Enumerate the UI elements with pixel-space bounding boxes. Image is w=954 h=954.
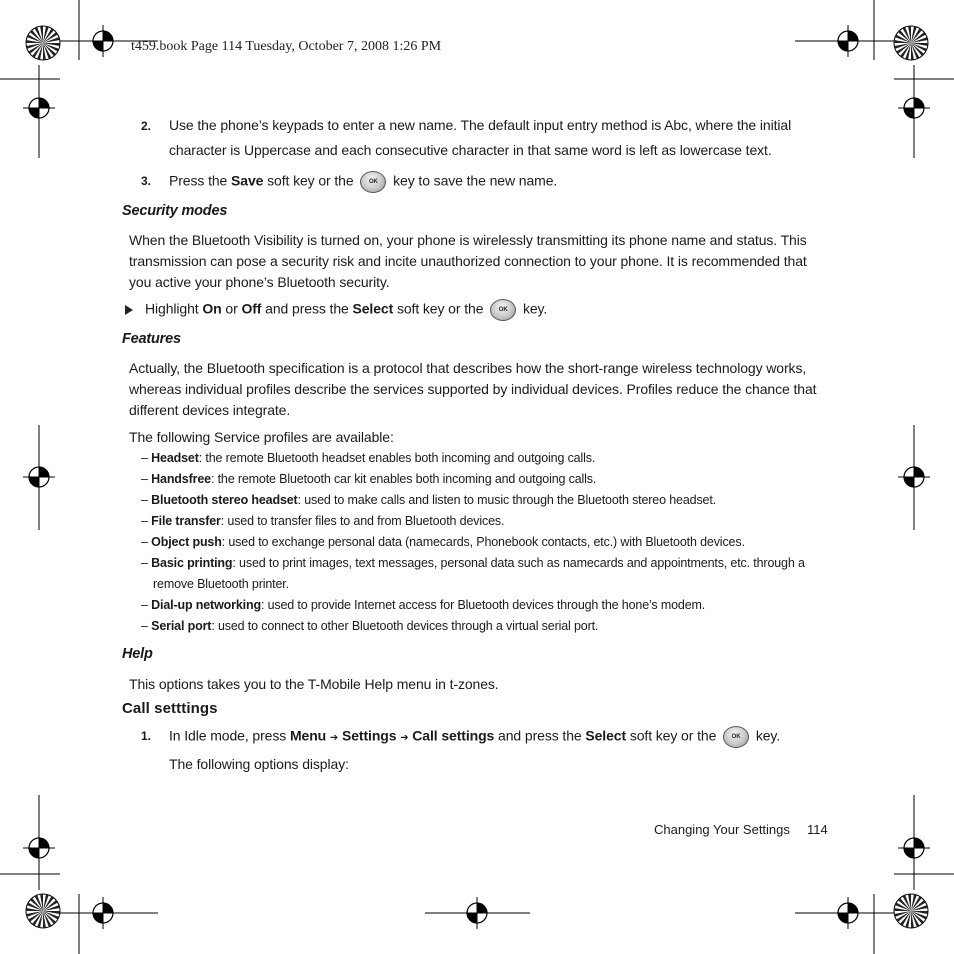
list-item: – Bluetooth stereo headset: used to make calls and listen to music through the Bluetooth stereo headset. — [141, 493, 716, 507]
paragraph-line: This options takes you to the T-Mobile Help menu in t-zones. — [129, 676, 499, 692]
list-item: – Headset: the remote Bluetooth headset enables both incoming and outgoing calls. — [141, 451, 596, 465]
paragraph-line: different devices integrate. — [129, 402, 291, 418]
star-target-icon — [894, 894, 928, 928]
star-target-icon — [894, 26, 928, 60]
footer-section-title: Changing Your Settings — [654, 822, 790, 837]
paragraph-line: transmission can pose a security risk and incite unauthorized connection to your phone. It is recommended that — [129, 253, 807, 269]
paragraph-line: The following Service profiles are available: — [129, 429, 394, 445]
ok-key-icon: OK — [490, 299, 516, 321]
step-text: Use the phone’s keypads to enter a new name. The default input entry method is Abc, where the initial — [169, 117, 792, 133]
ok-key-icon: OK — [723, 726, 749, 748]
step-text: In Idle mode, press Menu ➔ Settings ➔ Call settings and press the Select soft key or the OK key. — [169, 726, 780, 748]
step-number: 3. — [141, 174, 152, 188]
list-item: – Object push: used to exchange personal data (namecards, Phonebook contacts, etc.) with Bluetooth devices. — [141, 535, 745, 549]
page-number: 114 — [807, 822, 828, 837]
triangle-bullet-icon — [124, 303, 134, 321]
paragraph-line: you active your phone’s Bluetooth security. — [129, 274, 390, 290]
star-target-icon — [26, 26, 60, 60]
list-item: – Basic printing: used to print images, text messages, personal data such as namecards and appointments, etc. through a — [141, 556, 805, 570]
star-target-icon — [26, 894, 60, 928]
list-item: – Handsfree: the remote Bluetooth car kit enables both incoming and outgoing calls. — [141, 472, 597, 486]
step-text: character is Uppercase and each consecutive character in that same word is left as lowercase text. — [169, 142, 772, 158]
paragraph-line: Actually, the Bluetooth specification is a protocol that describes how the short-range wireless technology works, — [129, 360, 807, 376]
paragraph-line: The following options display: — [169, 756, 349, 772]
list-item: – File transfer: used to transfer files to and from Bluetooth devices. — [141, 514, 505, 528]
ok-key-icon: OK — [360, 171, 386, 193]
list-item: – Dial-up networking: used to provide Internet access for Bluetooth devices through the hone’s modem. — [141, 598, 706, 612]
paragraph-line: whereas individual profiles describe the services supported by individual devices. Profiles reduce the chance that — [129, 381, 817, 397]
section-heading: Call setttings — [122, 700, 218, 717]
subsection-heading: Security modes — [122, 203, 228, 219]
step-text: Press the Save soft key or the OK key to save the new name. — [169, 171, 557, 193]
list-item-continuation: remove Bluetooth printer. — [153, 577, 289, 591]
subsection-heading: Features — [122, 331, 181, 347]
subsection-heading: Help — [122, 646, 153, 662]
paragraph-line: When the Bluetooth Visibility is turned on, your phone is wirelessly transmitting its phone name and status. This — [129, 232, 807, 248]
step-number: 2. — [141, 119, 152, 133]
step-number: 1. — [141, 729, 152, 743]
list-item: – Serial port: used to connect to other Bluetooth devices through a virtual serial port. — [141, 619, 599, 633]
print-header: t459.book Page 114 Tuesday, October 7, 2008 1:26 PM — [131, 39, 442, 54]
bullet-text: Highlight On or Off and press the Select soft key or the OK key. — [145, 299, 547, 321]
